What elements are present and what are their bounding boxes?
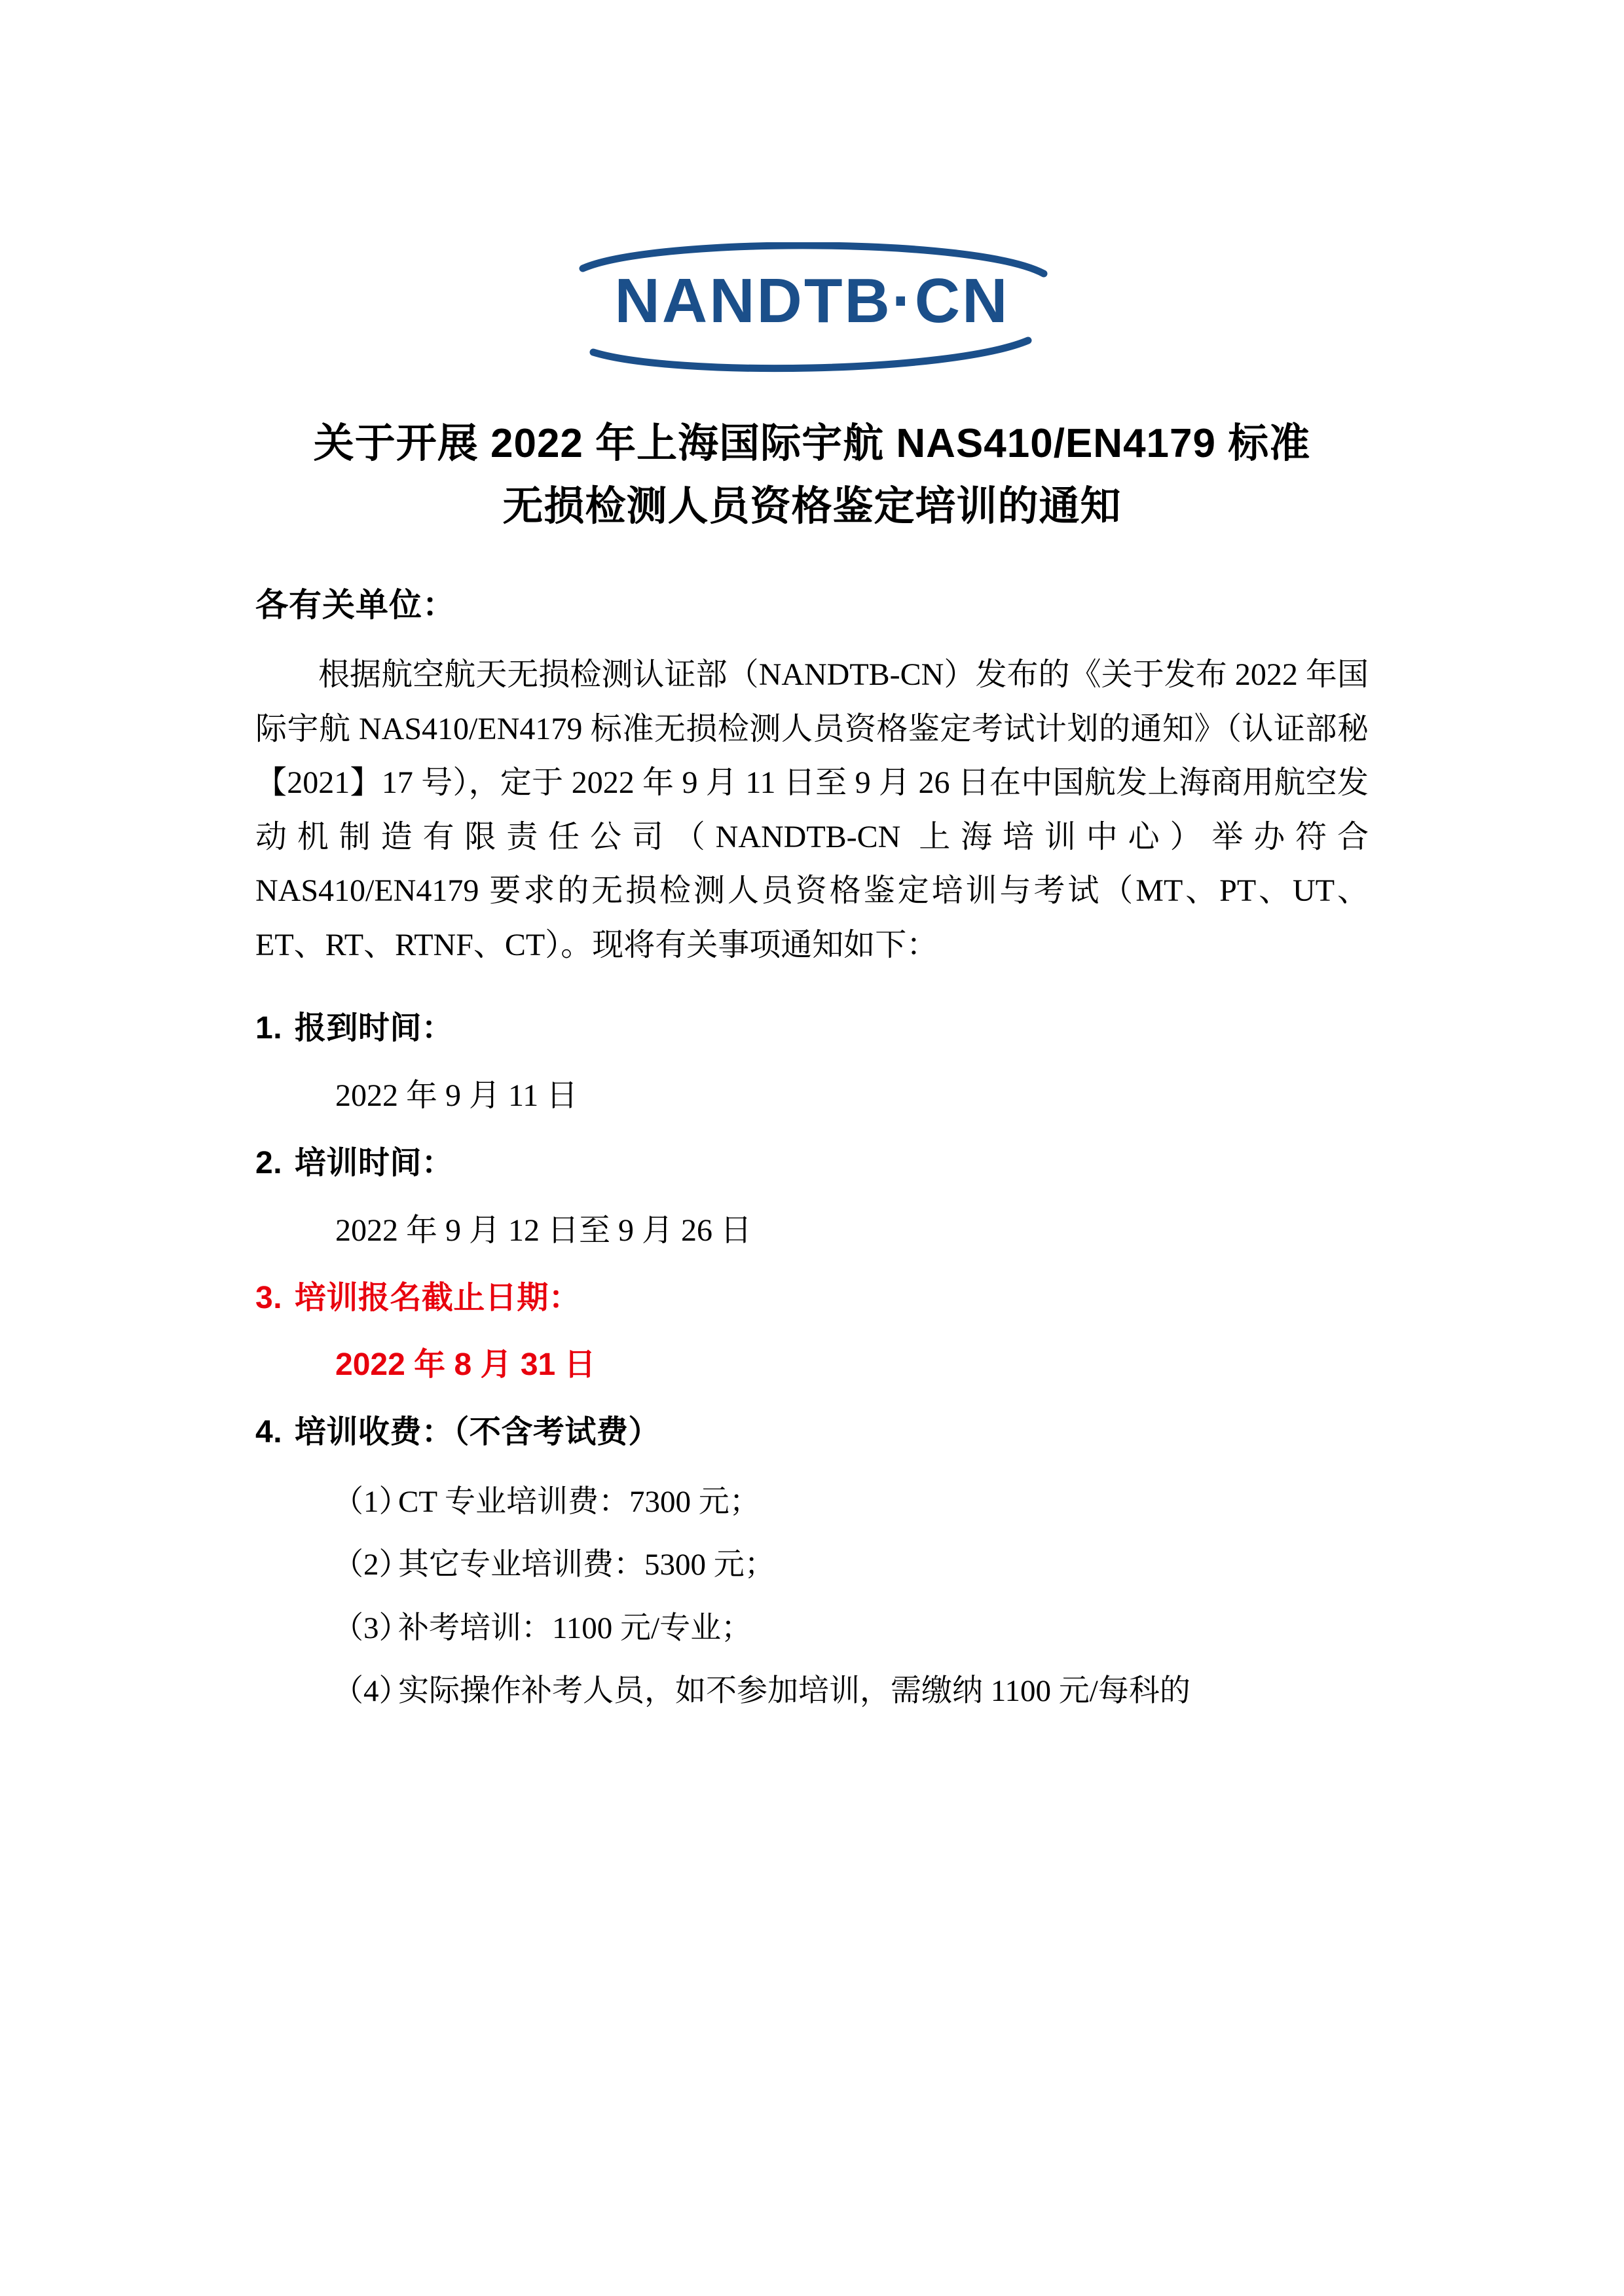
- fee-item-text-3: 补考培训：1100 元/专业；: [398, 1611, 752, 1645]
- page-title: [255, 412, 1369, 538]
- section-2-number: 2.: [255, 1146, 283, 1181]
- fee-item-marker-4: （4）: [333, 1673, 410, 1708]
- fee-item-text-1: CT 专业培训费：7300 元；: [398, 1485, 760, 1520]
- list-item: [333, 1478, 1369, 1526]
- section-1-label: 报到时间：: [294, 1011, 454, 1046]
- section-1-detail: 2022 年 9 月 11 日: [335, 1078, 578, 1114]
- section-2-heading: [255, 1139, 1369, 1189]
- list-item: [333, 1667, 1369, 1715]
- section-1-number: 1.: [255, 1011, 283, 1046]
- fee-list: [255, 1478, 1369, 1715]
- section-1-heading: [255, 1004, 1369, 1054]
- fee-item-text-2: 其它专业培训费：5300 元；: [398, 1548, 775, 1582]
- fee-item-text-4: 实际操作补考人员，如不参加培训，需缴纳 1100 元/每科的: [398, 1673, 1190, 1708]
- section-3-heading: [255, 1273, 1369, 1324]
- section-2-label: 培训时间：: [294, 1146, 454, 1181]
- section-4-heading: [255, 1408, 1369, 1458]
- fee-item-marker-1: （1）: [333, 1485, 410, 1520]
- salutation: 各有关单位：: [255, 587, 456, 624]
- section-3-detail: 2022 年 8 月 31 日: [335, 1347, 596, 1383]
- nandtb-cn-logo-icon: [557, 242, 1067, 373]
- fee-item-marker-3: （3）: [333, 1611, 410, 1645]
- section-3-number: 3.: [255, 1280, 283, 1315]
- list-item: [333, 1540, 1369, 1589]
- page-title-line-2: 无损检测人员资格鉴定培训的通知: [502, 484, 1122, 530]
- fee-item-marker-2: （2）: [333, 1548, 410, 1582]
- section-4-number: 4.: [255, 1415, 283, 1450]
- logo-wordmark: NANDTB·CN: [614, 266, 1010, 336]
- section-3-label: 培训报名截止日期：: [294, 1280, 581, 1315]
- section-2-detail: 2022 年 9 月 12 日至 9 月 26 日: [335, 1212, 752, 1248]
- section-4-label: 培训收费：（不含考试费）: [294, 1415, 660, 1450]
- logo-block: [255, 0, 1369, 393]
- page-title-line-1: 关于开展 2022 年上海国际宇航 NAS410/EN4179 标准: [313, 421, 1311, 466]
- brand-swoosh-bottom: [593, 340, 1028, 369]
- body-paragraph: 根据航空航天无损检测认证部（NANDTB-CN）发布的《关于发布 2022 年国际宇航 NAS410/EN4179 标准无损检测人员资格鉴定考试计划的通知》（认证部秘【2021】17 号），定于 2022 年 9 月 11 日至 9 月 26 日在中国航发上海商用航空发动机制造有限责任公司（NANDTB-CN 上海培训中心）举办符合 NAS410/EN4179 要求的无损检测人员资格鉴定培训与考试（MT、PT、UT、ET、RT、RTNF、CT）。现将有关事项通知如下：: [255, 657, 1369, 962]
- list-item: [333, 1604, 1369, 1652]
